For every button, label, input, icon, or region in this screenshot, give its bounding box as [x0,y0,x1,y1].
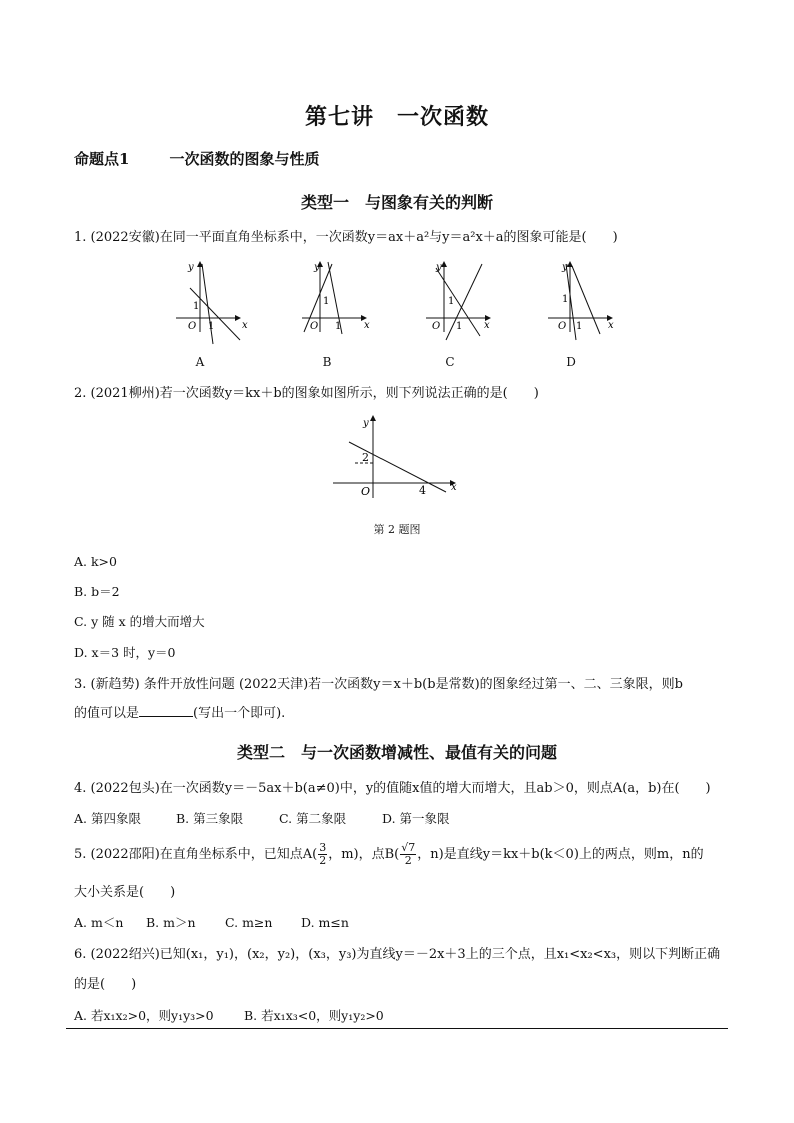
q3-suffix: (写出一个即可). [193,706,286,721]
question-2-caption: 第 2 题图 [373,523,421,536]
y-label: y [562,262,568,273]
origin-label: O [432,321,441,332]
y-label: y [363,418,369,429]
x-label: x [242,320,248,331]
q2-option-c[interactable]: C. y 随 x 的增大而增大 [74,614,205,629]
q5-text-post: ，n)是直线y＝kx＋b(k＜0)上的两点，则m，n的 [417,847,704,862]
fraction-a [318,842,327,867]
tick-label: 1 [562,294,569,305]
tick-label: 1 [576,321,583,332]
section-heading [74,148,319,169]
question-2-graph [333,412,463,502]
graph-line [190,288,240,340]
q4-option-a[interactable]: A. 第四象限 [74,811,141,826]
x-label: x [364,320,370,331]
origin-label: O [310,321,319,332]
fraction-b [400,842,416,867]
q5-option-d[interactable]: D. m≤n [301,915,349,930]
fraction-numerator: 3 [319,841,327,854]
graph-c-label: C [445,355,455,369]
question-6-line1: 6. (2022绍兴)已知(x₁，y₁)，(x₂，y₂)，(x₃，y₃)为直线y＝－2x＋3上的三个点，且x₁<x₂<x₃，则以下判断正确 [74,947,721,962]
type2-heading: 类型二 与一次函数增减性、最值有关的问题 [236,743,557,762]
q5-option-c[interactable]: C. m≥n [225,915,273,930]
y-label: y [188,262,194,273]
fraction-denominator: 2 [404,854,412,867]
tick-label: 1 [335,321,342,332]
answer-blank[interactable] [139,704,193,717]
type1-heading: 类型一 与图象有关的判断 [300,193,493,212]
q2-option-a[interactable]: A. k>0 [74,554,117,569]
page-title: 第七讲 一次函数 [304,104,489,130]
graph-d-label: D [566,355,576,369]
fraction-denominator: 2 [319,854,327,867]
x-intercept-label: 4 [419,484,426,497]
tick-label: 1 [323,296,330,307]
tick-label: 1 [193,301,200,312]
fraction-numerator: √7 [401,841,416,854]
q5-option-b[interactable]: B. m＞n [146,915,196,930]
q2-option-d[interactable]: D. x＝3 时，y＝0 [74,645,176,660]
q3-prefix: 的值可以是 [74,706,140,721]
graph-b [302,258,382,333]
q2-option-b[interactable]: B. b＝2 [74,584,120,599]
graph-d [548,258,628,333]
q6-option-a[interactable]: A. 若x₁x₂>0，则y₁y₃>0 [74,1008,214,1023]
x-label: x [484,320,490,331]
q5-text-pre: 5. (2022邵阳)在直角坐标系中，已知点A( [74,847,318,862]
question-1-text: 1. (2022安徽)在同一平面直角坐标系中，一次函数y＝ax＋a²与y＝a²x＋a的图象可能是( ) [74,230,618,245]
question-3-line1: 3. (新趋势) 条件开放性问题 (2022天津)若一次函数y＝x＋b(b是常数)的图象经过第一、二、三象限，则b [74,677,683,692]
question-6-line2: 的是( ) [74,977,137,992]
graph-c [426,258,506,333]
tick-label: 1 [456,321,463,332]
origin-label: O [361,485,371,498]
y-label: y [314,262,320,273]
question-2-text: 2. (2021柳州)若一次函数y＝kx＋b的图象如图所示，则下列说法正确的是( ) [74,386,539,401]
question-3-line2 [74,704,285,724]
q5-option-a[interactable]: A. m＜n [74,915,124,930]
origin-label: O [188,321,197,332]
bottom-rule [66,1028,728,1029]
tick-label: 1 [448,296,455,307]
q5-text-mid: ，m)，点B( [328,847,400,862]
question-5-line1 [74,842,704,867]
q4-option-b[interactable]: B. 第三象限 [176,811,244,826]
graph-a-label: A [195,355,205,369]
section-label: 命题点1 [74,150,130,168]
question-5-line2: 大小关系是( ) [74,885,176,900]
q6-option-b[interactable]: B. 若x₁x₃<0，则y₁y₂>0 [244,1008,384,1023]
q4-option-d[interactable]: D. 第一象限 [382,811,450,826]
x-label: x [608,320,614,331]
section-name: 一次函数的图象与性质 [169,150,320,168]
q4-option-c[interactable]: C. 第二象限 [279,811,347,826]
y-intercept-label: 2 [362,451,369,464]
graph-line [202,264,213,344]
question-4-text: 4. (2022包头)在一次函数y＝－5ax＋b(a≠0)中，y的值随x值的增大而增大，且ab＞0，则点A(a，b)在( ) [74,781,711,796]
x-label: x [451,482,457,493]
tick-label: 1 [208,321,215,332]
origin-label: O [558,321,567,332]
graph-a [176,258,256,333]
graph-b-label: B [322,355,332,369]
y-label: y [436,262,442,273]
